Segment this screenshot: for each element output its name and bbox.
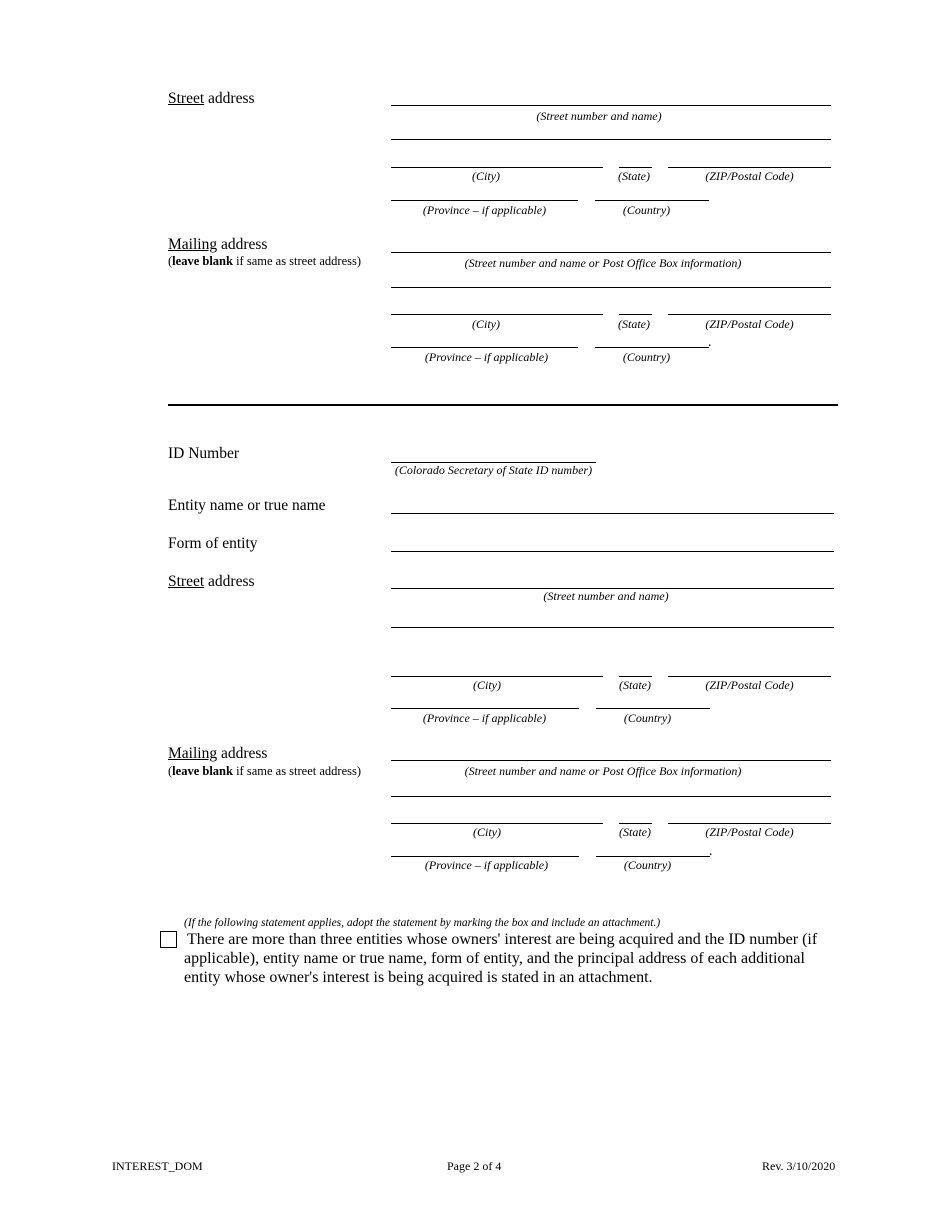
mailing-city-caption-1: (City) [472, 317, 500, 331]
mailing-address-label-2: Mailing address [168, 745, 268, 762]
mailing-city-line-2[interactable] [391, 823, 603, 824]
street-caption-2: (Street number and name) [543, 589, 669, 603]
period-1: . [708, 335, 712, 350]
state-line-2[interactable] [619, 676, 652, 677]
mailing-line-1b[interactable] [391, 287, 831, 288]
mailing-country-line-2[interactable] [596, 856, 710, 857]
street-line-1b[interactable] [391, 139, 831, 140]
period-2: . [709, 844, 713, 859]
mailing-zip-caption-2: (ZIP/Postal Code) [705, 825, 794, 839]
mailing-address-label-1: Mailing address [168, 236, 268, 253]
mailing-line-1a[interactable] [391, 252, 831, 253]
mailing-zip-line-1[interactable] [668, 314, 831, 315]
state-caption-2: (State) [619, 678, 651, 692]
city-line-1[interactable] [391, 167, 603, 168]
country-caption-2: (Country) [623, 711, 672, 725]
section-divider [168, 404, 838, 406]
street-line-1a[interactable] [391, 105, 831, 106]
footer-form-id: INTEREST_DOM [112, 1159, 203, 1173]
mailing-city-line-1[interactable] [391, 314, 603, 315]
zip-caption-2: (ZIP/Postal Code) [705, 678, 794, 692]
country-line-2[interactable] [596, 708, 710, 709]
mailing-caption-1: (Street number and name or Post Office Box information) [464, 256, 742, 270]
mailing-province-caption-1: (Province – if applicable) [424, 350, 549, 364]
mailing-zip-caption-1: (ZIP/Postal Code) [705, 317, 794, 331]
city-line-2[interactable] [391, 676, 603, 677]
mailing-state-caption-2: (State) [619, 825, 651, 839]
mailing-city-caption-2: (City) [473, 825, 501, 839]
mailing-province-line-1[interactable] [391, 347, 578, 348]
mailing-caption-2: (Street number and name or Post Office Box information) [464, 764, 742, 778]
statement-text: There are more than three entities whose owners' interest are being acquired and the ID number (if applicable), entity name or true name, form of entity, and the principal address of each additional entity whose owner's interest is being acquired is stated in an attachment. [184, 931, 818, 986]
mailing-zip-line-2[interactable] [668, 823, 831, 824]
mailing-state-line-2[interactable] [619, 823, 652, 824]
form-of-entity-line[interactable] [391, 551, 834, 552]
country-caption-1: (Country) [622, 203, 671, 217]
city-caption-1: (City) [472, 169, 500, 183]
id-number-caption: (Colorado Secretary of State ID number) [394, 463, 593, 477]
province-caption-2: (Province – if applicable) [422, 711, 547, 725]
street-line-2b[interactable] [391, 627, 834, 628]
zip-line-2[interactable] [668, 676, 831, 677]
mailing-note-2: (leave blank if same as street address) [168, 764, 362, 778]
mailing-country-caption-1: (Country) [622, 350, 671, 364]
province-line-2[interactable] [391, 708, 579, 709]
street-caption-1: (Street number and name) [536, 109, 662, 123]
entity-name-label: Entity name or true name [168, 497, 326, 514]
mailing-province-caption-2: (Province – if applicable) [424, 858, 549, 872]
attachment-checkbox[interactable] [160, 931, 177, 948]
mailing-country-caption-2: (Country) [623, 858, 672, 872]
footer-revision: Rev. 3/10/2020 [762, 1159, 836, 1173]
street-address-label-2: Street address [168, 573, 255, 590]
province-caption-1: (Province – if applicable) [422, 203, 547, 217]
mailing-line-2b[interactable] [391, 796, 831, 797]
country-line-1[interactable] [595, 200, 709, 201]
mailing-state-line-1[interactable] [619, 314, 652, 315]
mailing-note-1: (leave blank if same as street address) [168, 254, 362, 268]
mailing-state-caption-1: (State) [618, 317, 650, 331]
zip-caption-1: (ZIP/Postal Code) [705, 169, 794, 183]
id-number-label: ID Number [168, 445, 240, 462]
form-of-entity-label: Form of entity [168, 535, 258, 552]
mailing-country-line-1[interactable] [595, 347, 709, 348]
street-address-label-1: Street address [168, 90, 255, 107]
province-line-1[interactable] [391, 200, 578, 201]
mailing-line-2a[interactable] [391, 760, 831, 761]
entity-name-line[interactable] [391, 513, 834, 514]
footer-page-number: Page 2 of 4 [447, 1159, 502, 1173]
mailing-province-line-2[interactable] [391, 856, 579, 857]
city-caption-2: (City) [473, 678, 501, 692]
statement-instruction: (If the following statement applies, adopt the statement by marking the box and include an attachment.) [184, 917, 661, 929]
zip-line-1[interactable] [668, 167, 831, 168]
state-line-1[interactable] [619, 167, 652, 168]
state-caption-1: (State) [618, 169, 650, 183]
